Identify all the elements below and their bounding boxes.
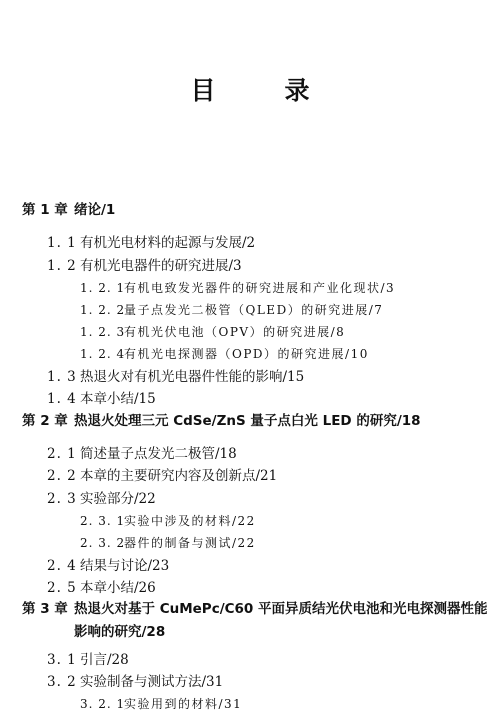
toc-section[interactable] — [47, 233, 255, 253]
toc-subsection[interactable] — [80, 511, 256, 531]
toc-title: 实验部分/22 — [80, 491, 156, 507]
toc-section[interactable] — [47, 489, 156, 509]
toc-subsection[interactable] — [80, 694, 242, 714]
toc-title: 本章小结/26 — [80, 580, 156, 596]
toc-chapter[interactable] — [22, 411, 421, 431]
toc-title: 有机光电器件的研究进展/3 — [80, 258, 242, 274]
toc-number: 1. 2. 2 — [80, 303, 126, 317]
toc-title: 量子点发光二极管（QLED）的研究进展/7 — [124, 303, 384, 317]
toc-subsection[interactable] — [80, 322, 345, 342]
toc-section[interactable] — [47, 389, 156, 409]
toc-subsection[interactable] — [80, 278, 395, 298]
toc-title: 实验用到的材料/31 — [124, 697, 243, 711]
toc-title: 结果与讨论/23 — [80, 558, 170, 574]
toc-number: 2. 5 — [47, 580, 77, 596]
toc-section[interactable] — [47, 466, 277, 486]
toc-chapter[interactable] — [22, 599, 488, 619]
toc-number: 1. 3 — [47, 369, 77, 385]
toc-title: 有机光伏电池（OPV）的研究进展/8 — [124, 325, 346, 339]
toc-section[interactable] — [47, 367, 304, 387]
toc-title: 有机电致发光器件的研究进展和产业化现状/3 — [124, 281, 396, 295]
toc-section[interactable] — [47, 444, 237, 464]
toc-chapter[interactable] — [22, 200, 115, 220]
toc-number: 第 3 章 — [22, 601, 68, 617]
toc-number: 2. 2 — [47, 468, 77, 484]
page-title: 目 录 — [190, 76, 332, 105]
toc-number: 1. 2 — [47, 258, 77, 274]
toc-title: 有机光电材料的起源与发展/2 — [80, 235, 256, 251]
toc-title: 有机光电探测器（OPD）的研究进展/10 — [124, 347, 369, 361]
toc-section[interactable] — [47, 256, 242, 276]
toc-number: 2. 4 — [47, 558, 77, 574]
toc-number: 第 2 章 — [22, 413, 68, 429]
toc-chapter-continuation[interactable] — [74, 622, 165, 642]
toc-number: 2. 1 — [47, 446, 77, 462]
toc-title: 热退火对基于 CuMePc/C60 平面异质结光伏电池和光电探测器性能 — [74, 601, 488, 617]
toc-number: 1. 2. 1 — [80, 281, 126, 295]
toc-number: 第 1 章 — [22, 202, 68, 218]
toc-number: 1. 2. 3 — [80, 325, 126, 339]
toc-title: 器件的制备与测试/22 — [124, 536, 256, 550]
toc-title: 影响的研究/28 — [74, 624, 166, 640]
toc-number: 3. 1 — [47, 652, 77, 668]
toc-title: 本章的主要研究内容及创新点/21 — [80, 468, 278, 484]
toc-title: 热退火处理三元 CdSe/ZnS 量子点白光 LED 的研究/18 — [74, 413, 421, 429]
toc-number: 1. 4 — [47, 391, 77, 407]
toc-title: 实验中涉及的材料/22 — [124, 514, 256, 528]
toc-title: 引言/28 — [80, 652, 129, 668]
toc-subsection[interactable] — [80, 300, 383, 320]
toc-number: 1. 1 — [47, 235, 77, 251]
toc-section[interactable] — [47, 650, 129, 670]
toc-title: 简述量子点发光二极管/18 — [80, 446, 237, 462]
toc-number: 2. 3 — [47, 491, 77, 507]
toc-section[interactable] — [47, 556, 169, 576]
toc-title: 实验制备与测试方法/31 — [80, 674, 224, 690]
toc-subsection[interactable] — [80, 533, 256, 553]
toc-section[interactable] — [47, 578, 156, 598]
toc-title: 绪论/1 — [74, 202, 116, 218]
toc-number: 3. 2 — [47, 674, 77, 690]
toc-subsection[interactable] — [80, 344, 369, 364]
toc-title: 本章小结/15 — [80, 391, 156, 407]
toc-number: 2. 3. 1 — [80, 514, 126, 528]
toc-number: 2. 3. 2 — [80, 536, 126, 550]
toc-title: 热退火对有机光电器件性能的影响/15 — [80, 369, 305, 385]
toc-number: 3. 2. 1 — [80, 697, 126, 711]
toc-section[interactable] — [47, 672, 223, 692]
toc-number: 1. 2. 4 — [80, 347, 126, 361]
